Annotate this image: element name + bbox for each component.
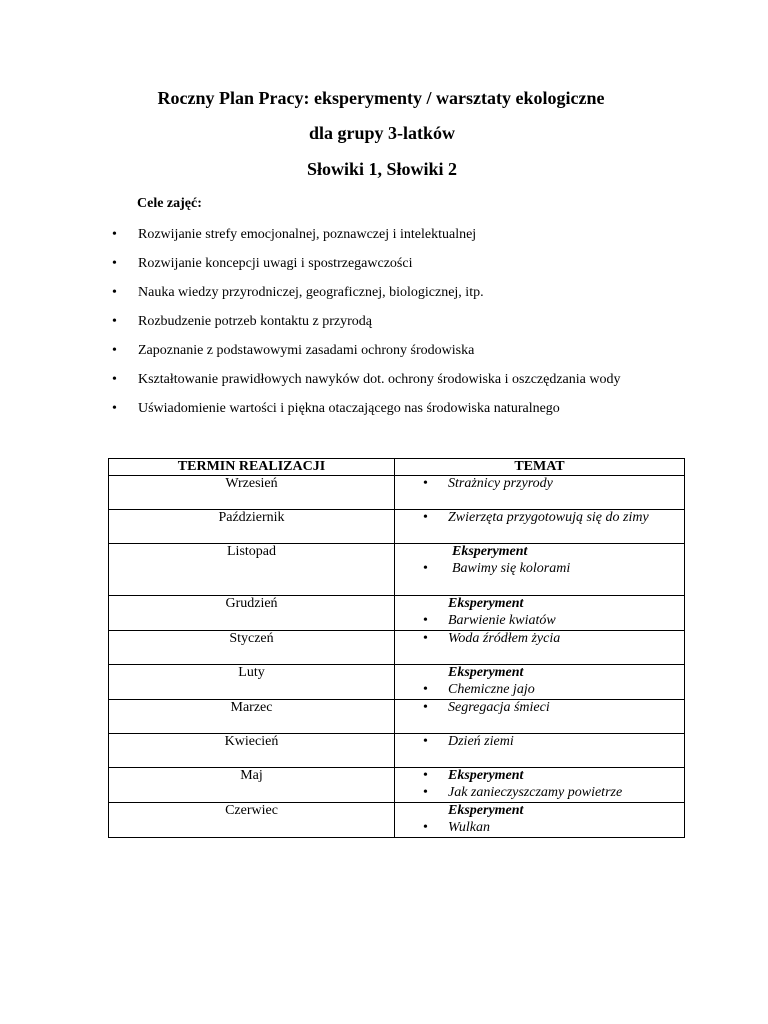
term-cell <box>109 596 395 631</box>
table-row <box>109 631 685 665</box>
table-row <box>109 734 685 768</box>
term-label: Grudzień <box>225 596 278 611</box>
term-cell <box>109 631 395 665</box>
table-row <box>109 768 685 803</box>
term-cell <box>109 700 395 734</box>
bullet-icon: • <box>112 227 117 242</box>
topic-cell <box>395 768 685 803</box>
topic-cell <box>395 476 685 510</box>
table-header-row <box>109 459 685 476</box>
topic-text: Eksperyment <box>448 768 524 783</box>
table-row <box>109 596 685 631</box>
topic-item <box>395 613 684 630</box>
bullet-icon: • <box>423 561 428 576</box>
topic-heading <box>395 596 684 613</box>
bullet-icon: • <box>423 700 428 715</box>
plan-table <box>108 458 685 838</box>
term-label: Marzec <box>230 700 273 715</box>
term-cell <box>109 476 395 510</box>
topic-item <box>395 510 684 527</box>
term-label: Wrzesień <box>225 476 278 491</box>
bullet-icon: • <box>423 476 428 491</box>
column-header-topic: TEMAT <box>395 459 685 476</box>
document-subtitle-group: dla grupy 3-latków <box>308 123 456 143</box>
goal-text: Kształtowanie prawidłowych nawyków dot. ochrony środowiska i oszczędzania wody <box>138 372 621 387</box>
bullet-icon: • <box>423 785 428 800</box>
topic-text: Chemiczne jajo <box>448 682 535 697</box>
topic-heading <box>395 768 684 785</box>
topic-text: Zwierzęta przygotowują się do zimy <box>448 510 649 525</box>
topic-item <box>395 734 684 751</box>
bullet-icon: • <box>423 682 428 697</box>
topic-cell <box>395 700 685 734</box>
table-row <box>109 700 685 734</box>
topic-cell <box>395 596 685 631</box>
topic-item <box>395 682 684 699</box>
topic-text: Dzień ziemi <box>448 734 514 749</box>
table-row <box>109 476 685 510</box>
term-cell <box>109 803 395 838</box>
topic-item <box>395 785 684 802</box>
topic-text: Eksperyment <box>448 803 524 818</box>
table-row <box>109 544 685 596</box>
bullet-icon: • <box>423 631 428 646</box>
topic-heading <box>395 544 684 561</box>
topic-heading <box>395 803 684 820</box>
table-row <box>109 803 685 838</box>
term-cell <box>109 768 395 803</box>
goal-text: Nauka wiedzy przyrodniczej, geograficznej, biologicznej, itp. <box>138 285 484 300</box>
goal-text: Rozwijanie koncepcji uwagi i spostrzegawczości <box>138 256 413 271</box>
term-label: Styczeń <box>229 631 274 646</box>
goals-heading: Cele zajęć: <box>137 196 202 211</box>
goal-text: Uświadomienie wartości i piękna otaczającego nas środowiska naturalnego <box>138 401 560 416</box>
topic-cell <box>395 734 685 768</box>
column-header-term: TERMIN REALIZACJI <box>109 459 395 476</box>
topic-text: Bawimy się kolorami <box>452 561 571 576</box>
goal-text: Zapoznanie z podstawowymi zasadami ochrony środowiska <box>138 343 475 358</box>
topic-item <box>395 476 684 493</box>
term-cell <box>109 544 395 596</box>
term-label: Luty <box>238 665 265 680</box>
topic-item <box>395 700 684 717</box>
document-subtitle-classes: Słowiki 1, Słowiki 2 <box>306 159 458 179</box>
bullet-icon: • <box>112 343 117 358</box>
term-cell <box>109 734 395 768</box>
document-title: Roczny Plan Pracy: eksperymenty / warsztaty ekologiczne <box>157 88 605 108</box>
topic-cell <box>395 665 685 700</box>
topic-text: Wulkan <box>448 820 490 835</box>
topic-cell <box>395 544 685 596</box>
goal-text: Rozwijanie strefy emocjonalnej, poznawczej i intelektualnej <box>138 227 477 242</box>
term-cell <box>109 665 395 700</box>
topic-heading <box>395 665 684 682</box>
topic-text: Strażnicy przyrody <box>448 476 553 491</box>
term-label: Kwiecień <box>224 734 279 749</box>
term-cell <box>109 510 395 544</box>
topic-text: Eksperyment <box>452 544 528 559</box>
goal-text: Rozbudzenie potrzeb kontaktu z przyrodą <box>138 314 373 329</box>
term-label: Listopad <box>227 544 276 559</box>
bullet-icon: • <box>112 285 117 300</box>
bullet-icon: • <box>423 613 428 628</box>
topic-cell <box>395 803 685 838</box>
table-row <box>109 510 685 544</box>
topic-text: Jak zanieczyszczamy powietrze <box>448 785 623 800</box>
topic-text: Eksperyment <box>448 665 524 680</box>
topic-text: Eksperyment <box>448 596 524 611</box>
topic-text: Barwienie kwiatów <box>448 613 556 628</box>
topic-text: Segregacja śmieci <box>448 700 550 715</box>
bullet-icon: • <box>112 372 117 387</box>
topic-cell <box>395 631 685 665</box>
bullet-icon: • <box>423 820 428 835</box>
bullet-icon: • <box>423 734 428 749</box>
bullet-icon: • <box>112 314 117 329</box>
table-row <box>109 665 685 700</box>
bullet-icon: • <box>423 510 428 525</box>
topic-text: Woda źródłem życia <box>448 631 561 646</box>
bullet-icon: • <box>423 768 428 783</box>
bullet-icon: • <box>112 401 117 416</box>
term-label: Październik <box>218 510 285 525</box>
topic-item <box>395 561 684 578</box>
term-label: Maj <box>240 768 263 783</box>
term-label: Czerwiec <box>225 803 278 818</box>
topic-cell <box>395 510 685 544</box>
topic-item <box>395 820 684 837</box>
topic-item <box>395 631 684 648</box>
bullet-icon: • <box>112 256 117 271</box>
